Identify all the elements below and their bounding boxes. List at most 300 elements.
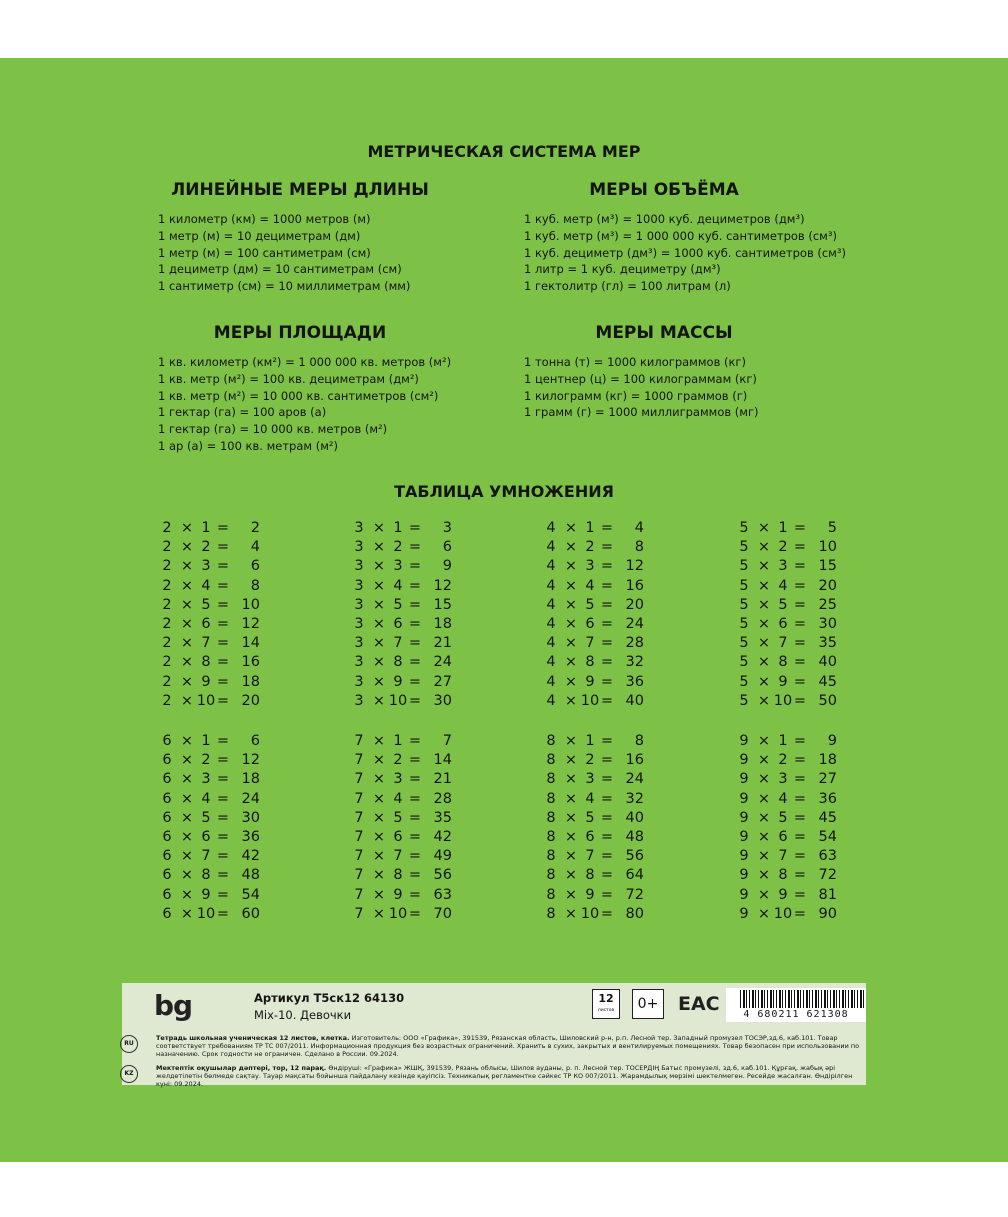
mult-product: 2 <box>250 520 260 536</box>
mass-line: 1 грамм (г) = 1000 миллиграммов (мг) <box>524 405 759 420</box>
mult-multiplier: 3 <box>354 558 364 575</box>
mult-factor: 4 <box>393 790 403 807</box>
times-sign: × <box>757 673 771 690</box>
mult-factor: 2 <box>585 752 595 769</box>
mult-factor: 1 <box>778 733 788 749</box>
mult-factor: 3 <box>201 558 211 575</box>
mult-product: 9 <box>827 733 837 749</box>
mult-product: 12 <box>241 615 260 632</box>
equals-sign: = <box>216 635 230 652</box>
times-sign: × <box>180 733 194 749</box>
equals-sign: = <box>408 733 422 749</box>
mult-multiplier: 3 <box>354 635 364 652</box>
mult-factor: 7 <box>393 848 403 865</box>
times-sign: × <box>180 520 194 536</box>
mult-multiplier: 6 <box>162 867 172 884</box>
equals-sign: = <box>793 905 807 922</box>
area-heading: МЕРЫ ПЛОЩАДИ <box>213 323 387 343</box>
equals-sign: = <box>793 654 807 671</box>
mult-product: 21 <box>433 635 452 652</box>
mult-product: 12 <box>433 577 452 594</box>
equals-sign: = <box>216 615 230 632</box>
mult-multiplier: 4 <box>546 520 556 536</box>
mult-product: 5 <box>827 520 837 536</box>
mult-factor: 9 <box>201 673 211 690</box>
mult-factor: 4 <box>201 577 211 594</box>
area-line: 1 гектар (га) = 10 000 кв. метров (м²) <box>158 422 388 437</box>
mult-factor: 3 <box>778 771 788 788</box>
mass-line: 1 тонна (т) = 1000 килограммов (кг) <box>524 355 746 369</box>
eac-mark-icon: EAC <box>678 993 720 1015</box>
mult-multiplier: 7 <box>354 809 364 826</box>
mult-product: 90 <box>818 905 837 922</box>
mult-factor: 6 <box>778 828 788 845</box>
equals-sign: = <box>216 828 230 845</box>
multiplication-heading: ТАБЛИЦА УМНОЖЕНИЯ <box>394 482 614 501</box>
times-sign: × <box>372 771 386 788</box>
barcode-bars <box>740 990 864 1008</box>
equals-sign: = <box>600 596 614 613</box>
mult-multiplier: 7 <box>354 771 364 788</box>
mult-multiplier: 7 <box>354 848 364 865</box>
mult-multiplier: 3 <box>354 577 364 594</box>
equals-sign: = <box>600 771 614 788</box>
mult-factor: 8 <box>585 654 595 671</box>
times-sign: × <box>180 558 194 575</box>
times-sign: × <box>564 673 578 690</box>
area-lines <box>158 354 451 455</box>
mult-factor: 9 <box>778 673 788 690</box>
times-sign: × <box>564 654 578 671</box>
equals-sign: = <box>216 771 230 788</box>
times-sign: × <box>372 752 386 769</box>
mult-multiplier: 8 <box>546 790 556 807</box>
mult-multiplier: 9 <box>739 886 749 903</box>
mult-factor: 6 <box>201 615 211 632</box>
equals-sign: = <box>408 790 422 807</box>
equals-sign: = <box>600 886 614 903</box>
mult-product: 8 <box>634 539 644 556</box>
equals-sign: = <box>408 752 422 769</box>
mult-multiplier: 5 <box>739 692 749 709</box>
times-sign: × <box>180 615 194 632</box>
mult-product: 35 <box>433 809 452 826</box>
mult-product: 81 <box>818 886 837 903</box>
equals-sign: = <box>600 673 614 690</box>
mult-product: 40 <box>625 692 644 709</box>
mult-multiplier: 8 <box>546 886 556 903</box>
page-title: МЕТРИЧЕСКАЯ СИСТЕМА МЕР <box>367 142 641 161</box>
equals-sign: = <box>408 577 422 594</box>
mult-product: 56 <box>433 867 452 884</box>
mult-multiplier: 4 <box>546 654 556 671</box>
mult-multiplier: 9 <box>739 905 749 922</box>
times-sign: × <box>372 692 386 709</box>
mult-factor: 2 <box>393 539 403 556</box>
times-sign: × <box>564 577 578 594</box>
equals-sign: = <box>793 771 807 788</box>
times-sign: × <box>180 654 194 671</box>
equals-sign: = <box>600 790 614 807</box>
mult-factor: 2 <box>585 539 595 556</box>
age-rating-badge: 0+ <box>632 989 664 1019</box>
volume-line: 1 куб. метр (м³) = 1000 куб. дециметров (дм³) <box>524 212 805 226</box>
length-heading: ЛИНЕЙНЫЕ МЕРЫ ДЛИНЫ <box>171 180 429 200</box>
mult-multiplier: 4 <box>546 577 556 594</box>
mult-product: 63 <box>433 886 452 903</box>
mult-factor: 4 <box>201 790 211 807</box>
mult-product: 54 <box>818 828 837 845</box>
mult-product: 60 <box>241 905 260 922</box>
mult-multiplier: 2 <box>162 673 172 690</box>
mult-multiplier: 2 <box>162 615 172 632</box>
times-sign: × <box>564 520 578 536</box>
mult-multiplier: 5 <box>739 654 749 671</box>
times-sign: × <box>757 558 771 575</box>
mult-product: 9 <box>442 558 452 575</box>
mult-product: 8 <box>634 733 644 749</box>
equals-sign: = <box>216 692 230 709</box>
equals-sign: = <box>408 886 422 903</box>
mult-multiplier: 5 <box>739 520 749 536</box>
mult-product: 14 <box>241 635 260 652</box>
mult-product: 49 <box>433 848 452 865</box>
mult-product: 20 <box>625 596 644 613</box>
mult-multiplier: 8 <box>546 905 556 922</box>
mult-multiplier: 5 <box>739 635 749 652</box>
mass-line: 1 килограмм (кг) = 1000 граммов (г) <box>524 388 748 403</box>
volume-line: 1 гектолитр (гл) = 100 литрам (л) <box>524 279 731 294</box>
mult-multiplier: 5 <box>739 673 749 690</box>
mult-product: 18 <box>433 615 452 632</box>
area-line: 1 кв. километр (км²) = 1 000 000 кв. метров (м²) <box>158 355 452 369</box>
mult-product: 63 <box>818 848 837 865</box>
times-sign: × <box>564 615 578 632</box>
mult-product: 72 <box>625 886 644 903</box>
mult-multiplier: 9 <box>739 771 749 788</box>
mult-product: 15 <box>818 558 837 575</box>
times-sign: × <box>757 596 771 613</box>
mult-multiplier: 3 <box>354 615 364 632</box>
mult-multiplier: 6 <box>162 752 172 769</box>
mult-product: 15 <box>433 596 452 613</box>
mult-product: 30 <box>433 692 452 709</box>
mult-product: 24 <box>625 615 644 632</box>
volume-line: 1 литр = 1 куб. дециметру (дм³) <box>524 262 721 277</box>
mult-multiplier: 8 <box>546 771 556 788</box>
mult-factor: 10 <box>196 905 216 922</box>
mult-product: 6 <box>250 558 260 575</box>
mult-product: 27 <box>818 771 837 788</box>
mult-factor: 10 <box>773 692 793 709</box>
mult-multiplier: 6 <box>162 790 172 807</box>
mult-product: 25 <box>818 596 837 613</box>
times-sign: × <box>180 635 194 652</box>
equals-sign: = <box>793 673 807 690</box>
equals-sign: = <box>408 848 422 865</box>
mult-multiplier: 4 <box>546 596 556 613</box>
mult-product: 72 <box>818 867 837 884</box>
mult-multiplier: 8 <box>546 867 556 884</box>
mult-multiplier: 2 <box>162 692 172 709</box>
equals-sign: = <box>216 752 230 769</box>
times-sign: × <box>180 886 194 903</box>
mult-factor: 9 <box>585 673 595 690</box>
mult-product: 20 <box>818 577 837 594</box>
mult-product: 80 <box>625 905 644 922</box>
times-sign: × <box>180 596 194 613</box>
mult-multiplier: 9 <box>739 733 749 749</box>
mult-product: 28 <box>433 790 452 807</box>
times-sign: × <box>180 752 194 769</box>
area-line: 1 гектар (га) = 100 аров (а) <box>158 405 327 420</box>
times-sign: × <box>180 539 194 556</box>
mult-factor: 5 <box>778 596 788 613</box>
mult-factor: 5 <box>393 596 403 613</box>
mult-multiplier: 8 <box>546 752 556 769</box>
mult-multiplier: 7 <box>354 867 364 884</box>
equals-sign: = <box>408 828 422 845</box>
mult-factor: 7 <box>201 635 211 652</box>
times-sign: × <box>564 809 578 826</box>
times-sign: × <box>564 752 578 769</box>
mult-factor: 2 <box>778 752 788 769</box>
mult-factor: 8 <box>393 654 403 671</box>
mult-multiplier: 6 <box>162 848 172 865</box>
mult-factor: 10 <box>388 692 408 709</box>
length-lines <box>158 211 410 295</box>
volume-heading: МЕРЫ ОБЪЁМА <box>589 180 739 200</box>
times-sign: × <box>372 733 386 749</box>
mult-product: 56 <box>625 848 644 865</box>
times-sign: × <box>757 752 771 769</box>
times-sign: × <box>372 596 386 613</box>
mult-product: 18 <box>241 673 260 690</box>
equals-sign: = <box>408 635 422 652</box>
length-line: 1 дециметр (дм) = 10 сантиметрам (см) <box>158 262 402 277</box>
times-sign: × <box>372 886 386 903</box>
times-sign: × <box>372 905 386 922</box>
sheets-count-icon <box>592 989 620 1019</box>
mult-product: 24 <box>241 790 260 807</box>
mult-factor: 4 <box>393 577 403 594</box>
mult-product: 10 <box>241 596 260 613</box>
equals-sign: = <box>793 828 807 845</box>
mult-factor: 10 <box>580 905 600 922</box>
mult-multiplier: 7 <box>354 790 364 807</box>
mult-product: 24 <box>433 654 452 671</box>
times-sign: × <box>757 809 771 826</box>
mass-line: 1 центнер (ц) = 100 килограммам (кг) <box>524 371 757 386</box>
mult-factor: 1 <box>585 733 595 749</box>
mult-factor: 9 <box>778 886 788 903</box>
mult-factor: 2 <box>201 539 211 556</box>
equals-sign: = <box>216 558 230 575</box>
mult-multiplier: 6 <box>162 886 172 903</box>
equals-sign: = <box>600 520 614 536</box>
times-sign: × <box>180 771 194 788</box>
equals-sign: = <box>600 558 614 575</box>
mult-factor: 7 <box>585 635 595 652</box>
mult-multiplier: 2 <box>162 539 172 556</box>
mult-product: 32 <box>625 654 644 671</box>
volume-line: 1 куб. метр (м³) = 1 000 000 куб. сантиметров (см³) <box>524 228 837 243</box>
equals-sign: = <box>793 558 807 575</box>
mass-heading: МЕРЫ МАССЫ <box>595 323 733 343</box>
mult-product: 3 <box>442 520 452 536</box>
mult-multiplier: 8 <box>546 809 556 826</box>
times-sign: × <box>757 867 771 884</box>
mult-factor: 3 <box>585 558 595 575</box>
mult-product: 18 <box>241 771 260 788</box>
equals-sign: = <box>216 790 230 807</box>
mult-multiplier: 6 <box>162 905 172 922</box>
mult-factor: 1 <box>393 520 403 536</box>
mult-product: 35 <box>818 635 837 652</box>
mult-multiplier: 2 <box>162 577 172 594</box>
times-sign: × <box>180 692 194 709</box>
mult-multiplier: 3 <box>354 673 364 690</box>
mult-factor: 7 <box>201 848 211 865</box>
kz-info-body: Өндіруші: «Графика» ЖШҚ, 391539, Рязань облысы, Шилов ауданы, р. п. Лесной тер. ТОСЕРДІҢ Батыс промузелі, зд.6, каб.101. Құрғақ, жабық әрі желдетілетін бөлмеде сақтау. Тауар мақсаты бойынша пайдалану кезінде қауіпсіз. Техникалық регламентке сәйкес ТР КО 007/2011. Жарамдылық мерзімі шектелмеген. Ресейде жасалған. Өндірілген күні: 09.2024. <box>156 1064 853 1088</box>
times-sign: × <box>372 539 386 556</box>
times-sign: × <box>564 867 578 884</box>
mult-product: 14 <box>433 752 452 769</box>
mult-factor: 5 <box>778 809 788 826</box>
mult-product: 40 <box>625 809 644 826</box>
equals-sign: = <box>793 596 807 613</box>
equals-sign: = <box>600 828 614 845</box>
mult-product: 36 <box>625 673 644 690</box>
mult-multiplier: 7 <box>354 905 364 922</box>
times-sign: × <box>564 771 578 788</box>
mult-multiplier: 8 <box>546 733 556 749</box>
equals-sign: = <box>793 635 807 652</box>
mult-multiplier: 7 <box>354 828 364 845</box>
equals-sign: = <box>600 539 614 556</box>
mult-multiplier: 2 <box>162 635 172 652</box>
times-sign: × <box>372 558 386 575</box>
mult-factor: 2 <box>778 539 788 556</box>
times-sign: × <box>372 520 386 536</box>
equals-sign: = <box>600 692 614 709</box>
mult-factor: 2 <box>393 752 403 769</box>
mult-factor: 7 <box>778 635 788 652</box>
times-sign: × <box>180 848 194 865</box>
mult-multiplier: 5 <box>739 596 749 613</box>
mult-multiplier: 9 <box>739 752 749 769</box>
mult-multiplier: 4 <box>546 635 556 652</box>
mult-factor: 6 <box>585 828 595 845</box>
equals-sign: = <box>216 733 230 749</box>
equals-sign: = <box>408 771 422 788</box>
mult-multiplier: 8 <box>546 828 556 845</box>
mult-factor: 1 <box>585 520 595 536</box>
equals-sign: = <box>793 577 807 594</box>
times-sign: × <box>180 867 194 884</box>
mult-factor: 1 <box>778 520 788 536</box>
times-sign: × <box>564 828 578 845</box>
times-sign: × <box>757 577 771 594</box>
times-sign: × <box>180 673 194 690</box>
mult-product: 20 <box>241 692 260 709</box>
equals-sign: = <box>216 596 230 613</box>
mult-factor: 4 <box>778 577 788 594</box>
mult-product: 42 <box>433 828 452 845</box>
equals-sign: = <box>600 867 614 884</box>
mult-multiplier: 2 <box>162 596 172 613</box>
mult-product: 40 <box>818 654 837 671</box>
mult-multiplier: 7 <box>354 733 364 749</box>
equals-sign: = <box>216 867 230 884</box>
times-sign: × <box>757 886 771 903</box>
times-sign: × <box>757 654 771 671</box>
equals-sign: = <box>216 577 230 594</box>
equals-sign: = <box>216 520 230 536</box>
mult-product: 7 <box>442 733 452 749</box>
mult-multiplier: 2 <box>162 558 172 575</box>
times-sign: × <box>372 867 386 884</box>
equals-sign: = <box>793 692 807 709</box>
mult-factor: 5 <box>393 809 403 826</box>
mult-factor: 8 <box>201 867 211 884</box>
times-sign: × <box>564 539 578 556</box>
mult-product: 48 <box>625 828 644 845</box>
mult-multiplier: 5 <box>739 539 749 556</box>
times-sign: × <box>757 615 771 632</box>
mult-product: 10 <box>818 539 837 556</box>
mult-multiplier: 4 <box>546 539 556 556</box>
mult-multiplier: 6 <box>162 733 172 749</box>
mult-factor: 6 <box>778 615 788 632</box>
equals-sign: = <box>793 752 807 769</box>
mult-multiplier: 6 <box>162 771 172 788</box>
equals-sign: = <box>216 809 230 826</box>
mult-product: 12 <box>625 558 644 575</box>
sheets-count: 12 <box>598 992 614 1005</box>
equals-sign: = <box>216 905 230 922</box>
mult-multiplier: 5 <box>739 615 749 632</box>
mult-multiplier: 5 <box>739 558 749 575</box>
equals-sign: = <box>793 733 807 749</box>
times-sign: × <box>564 790 578 807</box>
mult-product: 27 <box>433 673 452 690</box>
mult-multiplier: 3 <box>354 692 364 709</box>
mult-product: 24 <box>625 771 644 788</box>
mult-product: 12 <box>241 752 260 769</box>
equals-sign: = <box>793 539 807 556</box>
times-sign: × <box>180 790 194 807</box>
times-sign: × <box>180 905 194 922</box>
length-line: 1 километр (км) = 1000 метров (м) <box>158 212 371 226</box>
mult-factor: 5 <box>201 596 211 613</box>
equals-sign: = <box>408 520 422 536</box>
length-line: 1 метр (м) = 100 сантиметрам (см) <box>158 245 371 260</box>
times-sign: × <box>564 905 578 922</box>
mult-factor: 1 <box>393 733 403 749</box>
equals-sign: = <box>793 867 807 884</box>
mult-factor: 7 <box>778 848 788 865</box>
equals-sign: = <box>600 752 614 769</box>
mult-product: 6 <box>442 539 452 556</box>
equals-sign: = <box>793 520 807 536</box>
equals-sign: = <box>408 867 422 884</box>
times-sign: × <box>564 848 578 865</box>
equals-sign: = <box>216 673 230 690</box>
equals-sign: = <box>600 733 614 749</box>
equals-sign: = <box>600 809 614 826</box>
mult-factor: 4 <box>585 790 595 807</box>
